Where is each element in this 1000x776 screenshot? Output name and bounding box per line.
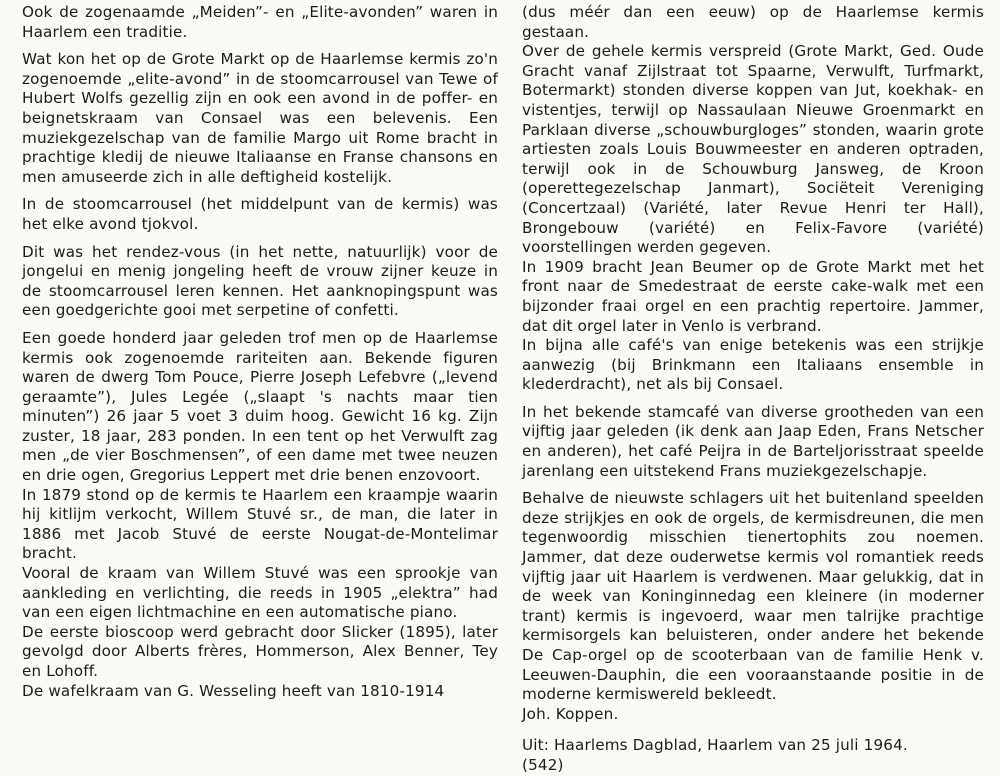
left-column (22, 3, 498, 701)
paragraph-wafelkraam: De wafelkraam van G. Wesseling heeft van 1810-1914 (22, 681, 445, 700)
paragraph-beumer-1909: In 1909 bracht Jean Beumer op de Grote Markt met het front naar de Smedestraat de eerste cake-walk met een bijzonder fraai orgel en een prachtig repertoire. Jammer, dat dit orgel later in Venlo is verbrand. (522, 257, 984, 335)
paragraph-stoomcarrousel: In de stoomcarrousel (het middelpunt van de kermis) was het elke avond tjokvol. (22, 195, 498, 233)
paragraph-stuve-kraam: Vooral de kraam van Willem Stuvé was een sprookje van aankleding en verlichting, die reeds in 1905 „elektra” had van een eigen lichtmachine en een automatische piano. (22, 564, 498, 622)
paragraph-stuve-1879: In 1879 stond op de kermis te Haarlem een kraampje waarin hij kitlijm verkocht, Willem Stuvé sr., de man, die later in 1886 met Jacob Stuvé de eerste Nougat-de-Montelimar bracht. (22, 485, 498, 563)
paragraph-strijkje: In bijna alle café's van enige betekenis was een strijkje aanwezig (bij Brinkmann een Italiaans ensemble in klederdracht), net als bij Consael. (522, 336, 984, 394)
paragraph-kermis-verspreid: Over de gehele kermis verspreid (Grote Markt, Ged. Oude Gracht vanaf Zijlstraat tot Spaarne, Verwulft, Turfmarkt, Botermarkt) stonden diverse koppen van Jut, koekhak- en vistentjes, terwijl op Nassaulaan Nieuwe Groenmarkt en Parklaan diverse „schouwburgloges” stonden, waarin grote artiesten zoals Louis Bouwmeester en anderen optraden, terwijl ook in de Schouwburg Jansweg, de Kroon (operettegezelschap Janmart), Sociëteit Vereniging (Concertzaal) (Variété, later Revue Henri ter Hall), Brongebouw (variété) en Felix-Favore (variété) voorstellingen werden gegeven. (522, 42, 984, 257)
paragraph-eeuw: (dus méér dan een eeuw) op de Haarlemse kermis gestaan. (522, 3, 984, 41)
reference-number: (542) (522, 755, 564, 774)
paragraph-schlagers: Behalve de nieuwste schlagers uit het buitenland speelden deze strijkjes en ook de orgels, de kermisdreunen, die men tegenwoordig misschien tienertophits zou noemen. Jammer, dat deze ouderwetse kermis vol romantiek reeds vijftig jaar uit Haarlem is verdwenen. Maar gelukkig, dat in de week van Koninginnedag een kleinere (in moderner trant) kermis is ingevoerd, waar men talrijke prachtige kermisorgels kan beluisteren, onder andere het bekende De Cap-orgel op de scooterbaan van de familie Henk v. Leeuwen-Dauphin, die een vooraanstaande positie in de moderne kermiswereld bekleedt. (522, 489, 984, 704)
paragraph-stamcafe: In het bekende stamcafé van diverse grootheden van een vijftig jaar geleden (ik denk aan Jaap Eden, Frans Netscher en anderen), het café Peijra in de Barteljorisstraat speelde jarenlang een uitstekend Frans muziekgezelschapje. (522, 402, 984, 480)
source-citation: Uit: Haarlems Dagblad, Haarlem van 25 juli 1964. (522, 736, 908, 755)
paragraph-meiden-avonden: Ook de zogenaamde „Meiden”- en „Elite-avonden” waren in Haarlem een traditie. (22, 3, 498, 41)
right-column (522, 3, 984, 776)
paragraph-elite-avond: Wat kon het op de Grote Markt op de Haarlemse kermis zo'n zogenoemde „elite-avond” in de stoomcarrousel van Tewe of Hubert Wolfs gezellig zijn en ook een avond in de poffer- en beignetskraam van Consael was een belevenis. Een muziekgezelschap van de familie Margo uit Rome bracht in prachtige kledij de nieuwe Italiaanse en Franse chansons en men amuseerde zich in alle deftigheid kostelijk. (22, 50, 498, 186)
paragraph-rendez-vous: Dit was het rendez-vous (in het nette, natuurlijk) voor de jongelui en menig jongeling heeft de vrouw zijner keuze in de stoomcarrousel leren kennen. Het aanknopingspunt was een goedgerichte gooi met serpetine of confetti. (22, 242, 498, 320)
paragraph-rariteiten: Een goede honderd jaar geleden trof men op de Haarlemse kermis ook zogenoemde rariteiten aan. Bekende figuren waren de dwerg Tom Pouce, Pierre Joseph Lefebvre („levend geraamte”), Jules Legée („slaapt 's nachts maar tien minuten”) 26 jaar 5 voet 3 duim hoog. Gewicht 16 kg. Zijn zuster, 18 jaar, 283 ponden. In een tent op het Verwulft zag men „de vier Boschmensen”, of een dame met twee neuzen en drie ogen, Gregorius Leppert met drie benen enzovoort. (22, 328, 498, 485)
author-signature: Joh. Koppen. (522, 704, 619, 723)
paragraph-bioscoop: De eerste bioscoop werd gebracht door Slicker (1895), later gevolgd door Alberts frères, Hommerson, Alex Benner, Tey en Lohoff. (22, 622, 498, 680)
